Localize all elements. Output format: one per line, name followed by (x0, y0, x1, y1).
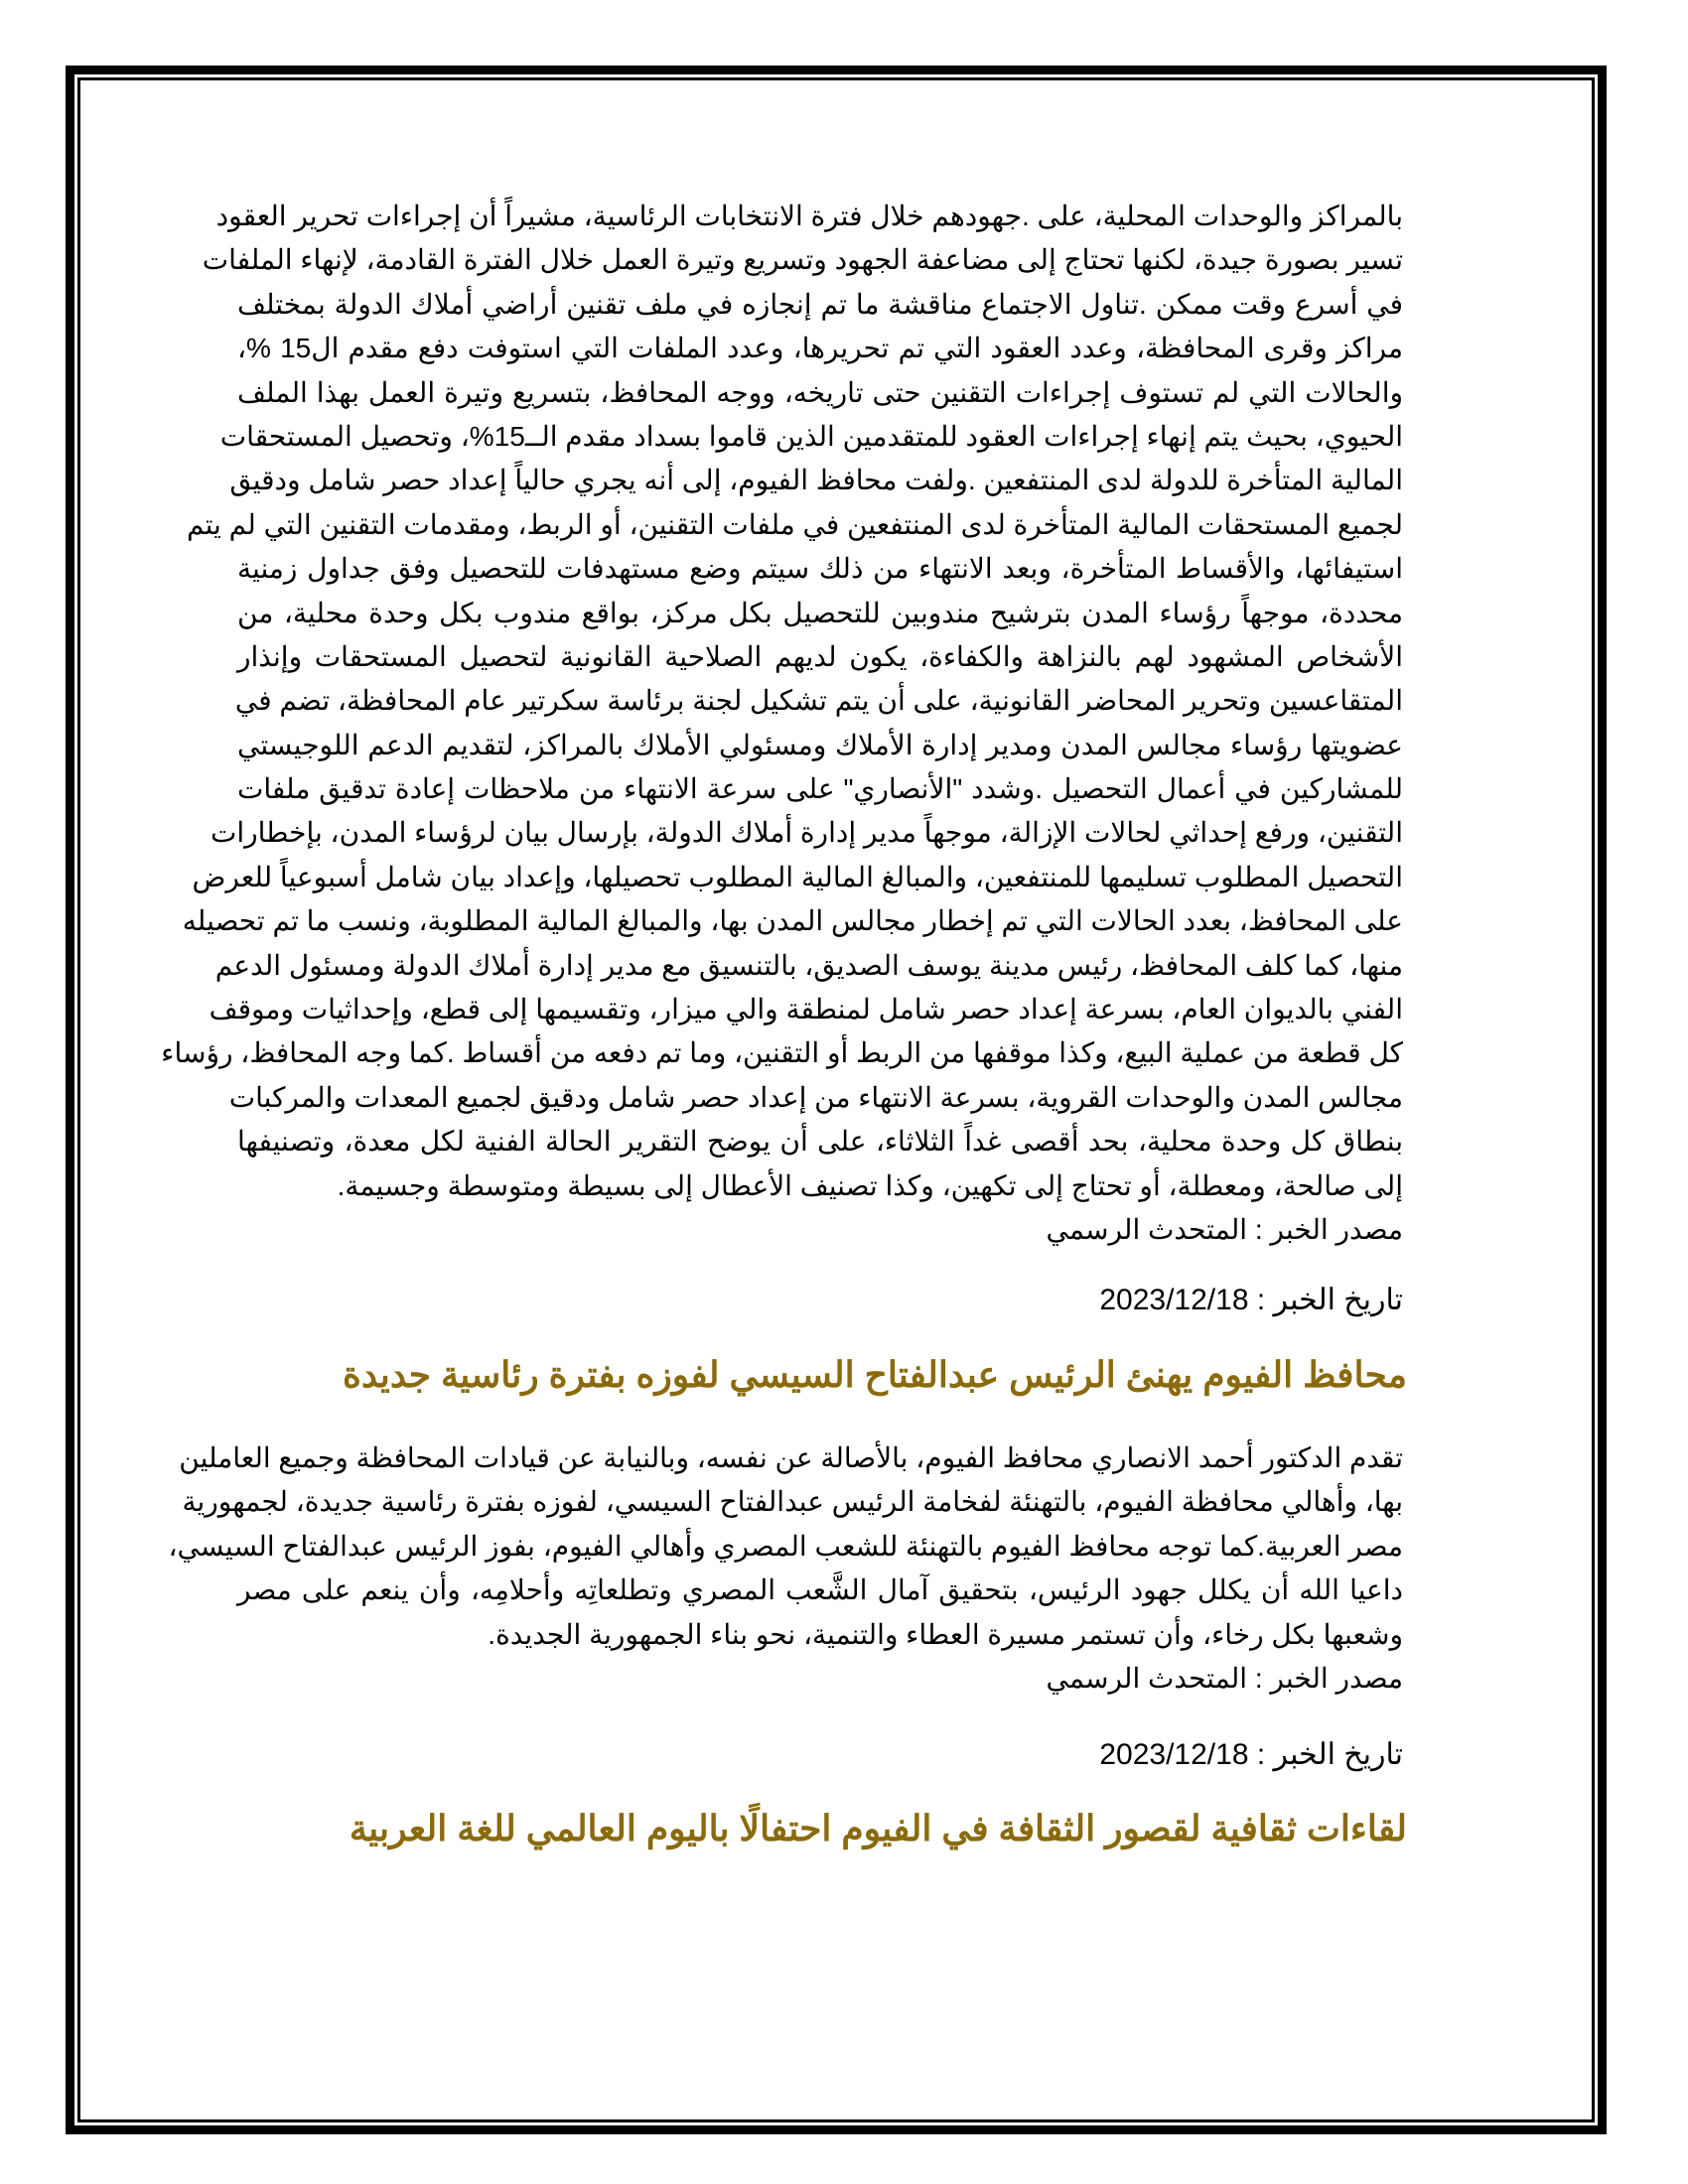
article-3-title[interactable]: لقاءات ثقافية لقصور الثقافة في الفيوم احتفالًا باليوم العالمي للغة العربية (349, 1808, 1407, 1848)
text-line: تقدم الدكتور أحمد الانصاري محافظ الفيوم، بالأصالة عن نفسه، وبالنيابة عن قيادات المحافظة وجميع العاملين (179, 1442, 1403, 1473)
text-line: في أسرع وقت ممكن .تناول الاجتماع مناقشة ما تم إنجازه في ملف تقنين أراضي أملاك الدولة بمختلف (237, 288, 1403, 320)
article-2-title[interactable]: محافظ الفيوم يهنئ الرئيس عبدالفتاح السيسي لفوزه بفترة رئاسية جديدة (343, 1354, 1407, 1395)
text-line: كل قطعة من عملية البيع، وكذا موقفها من الربط أو التقنين، وما تم دفعه من أقساط .كما وجه المحافظ، رؤساء (161, 1037, 1403, 1069)
text-line: التحصيل المطلوب تسليمها للمنتفعين، والمبالغ المالية المطلوب تحصيلها، وإعداد بيان شامل أسبوعياً للعرض (192, 861, 1403, 892)
text-line: للمشاركين في أعمال التحصيل .وشدد "الأنصاري" على سرعة الانتهاء من ملاحظات إعادة تدقيق ملفات (237, 773, 1403, 805)
text-line: على المحافظ، بعدد الحالات التي تم إخطار مجالس المدن بها، والمبالغ المالية المطلوبة، ونسب ما تم تحصيله (182, 905, 1403, 937)
text-line: داعيا الله أن يكلل جهود الرئيس، بتحقيق آمال الشَّعب المصري وتطلعاتِه وأحلامِه، وأن ينعم على مصر (237, 1574, 1403, 1606)
text-line: بها، وأهالي محافظة الفيوم، بالتهنئة لفخامة الرئيس عبدالفتاح السيسي، لفوزه بفترة رئاسية جديدة، لجمهورية (182, 1486, 1403, 1518)
text-line: مراكز وقرى المحافظة، وعدد العقود التي تم تحريرها، وعدد الملفات التي استوفت دفع مقدم ال15 %، (237, 333, 1404, 364)
text-line: الأشخاص المشهود لهم بالنزاهة والكفاءة، يكون لديهم الصلاحية القانونية لتحصيل المستحقات وإنذار (237, 640, 1403, 672)
text-line: المالية المتأخرة للدولة لدى المنتفعين .ولفت محافظ الفيوم، إلى أنه يجري حالياً إعداد حصر شامل ودقيق (229, 465, 1403, 496)
text-line: عضويتها رؤساء مجالس المدن ومدير إدارة الأملاك ومسئولي الأملاك بالمراكز، لتقديم الدعم اللوجيستي (237, 729, 1403, 760)
article-2-date: تاريخ الخبر : 2023/12/18 (1099, 1284, 1403, 1316)
text-line: لجميع المستحقات المالية المتأخرة لدى المنتفعين في ملفات التقنين، أو الربط، ومقدمات التقنين التي لم يتم (186, 508, 1403, 540)
text-line: التقنين، ورفع إحداثي لحالات الإزالة، موجهاً مدير إدارة أملاك الدولة، بإرسال بيان لرؤساء المدن، بإخطارات (210, 817, 1403, 849)
text-line: بالمراكز والوحدات المحلية، على .جهودهم خلال فترة الانتخابات الرئاسية، مشيراً أن إجراءات تحرير العقود (215, 201, 1403, 231)
news-source: مصدر الخبر : المتحدث الرسمي (1046, 1662, 1403, 1694)
text-line: بنطاق كل وحدة محلية، بحد أقصى غداً الثلاثاء، على أن يوضح التقرير الحالة الفنية لكل معدة، وتصنيفها (237, 1126, 1403, 1158)
text-line: استيفائها، والأقساط المتأخرة، وبعد الانتهاء من ذلك سيتم وضع مستهدفات للتحصيل وفق جداول زمنية (237, 553, 1403, 585)
article-2-body (168, 1436, 1403, 1701)
text-line: والحالات التي لم تستوف إجراءات التقنين حتى تاريخه، ووجه المحافظ، بتسريع وتيرة العمل بهذا الملف (237, 376, 1403, 408)
text-line: محددة، موجهاً رؤساء المدن بترشيح مندوبين للتحصيل بكل مركز، بواقع مندوب بكل وحدة محلية، من (237, 597, 1403, 628)
text-line: وشعبها بكل رخاء، وأن تستمر مسيرة العطاء والتنمية، نحو بناء الجمهورية الجديدة. (488, 1618, 1403, 1650)
text-line: الفني بالديوان العام، بسرعة إعداد حصر شامل لمنطقة والي ميزار، وتقسيمها إلى قطع، وإحداثيات وموقف (209, 994, 1403, 1025)
text-line: مصر العربية.كما توجه محافظ الفيوم بالتهنئة للشعب المصري وأهالي الفيوم، بفوز الرئيس عبدالفتاح السيسي، (168, 1530, 1403, 1562)
article-3-date: تاريخ الخبر : 2023/12/18 (1099, 1738, 1403, 1771)
text-line: منها، كما كلف المحافظ، رئيس مدينة يوسف الصديق، بالتنسيق مع مدير إدارة أملاك الدولة ومسئول الدعم (214, 949, 1403, 981)
text-line: مجالس المدن والوحدات القروية، بسرعة الانتهاء من إعداد حصر شامل ودقيق لجميع المعدات والمركبات (228, 1081, 1403, 1113)
article-1-body (161, 195, 1404, 1252)
text-line: الحيوي، بحيث يتم إنهاء إجراءات العقود للمتقدمين الذين قاموا بسداد مقدم الــ15%، وتحصيل المستحقات (219, 420, 1403, 452)
text-line: إلى صالحة، ومعطلة، أو تحتاج إلى تكهين، وكذا تصنيف الأعطال إلى بسيطة ومتوسطة وجسيمة. (337, 1169, 1403, 1201)
text-line: المتقاعسين وتحرير المحاضر القانونية، على أن يتم تشكيل لجنة برئاسة سكرتير عام المحافظة، تضم في (234, 685, 1403, 717)
news-source: مصدر الخبر : المتحدث الرسمي (1046, 1213, 1403, 1245)
text-line: تسير بصورة جيدة، لكنها تحتاج إلى مضاعفة الجهود وتسريع وتيرة العمل خلال الفترة القادمة، لإنهاء الملفات (202, 244, 1403, 276)
